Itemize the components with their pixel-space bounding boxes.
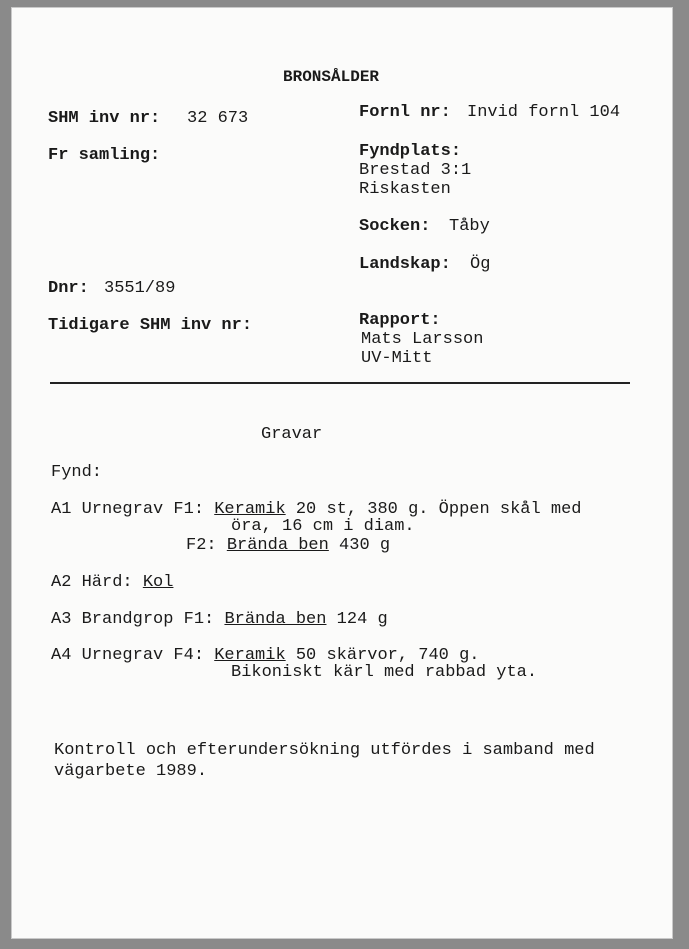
a1-f1-material: Keramik <box>214 500 286 519</box>
fyndplats-line2: Riskasten <box>359 180 451 199</box>
a2-material: Kol <box>142 573 174 592</box>
shm-inv-label: SHM inv nr: <box>48 109 161 128</box>
find-a1-f2 <box>186 536 390 555</box>
a3-rest: 124 g <box>326 610 388 629</box>
find-a3 <box>51 610 388 629</box>
rapport-label: Rapport: <box>359 311 441 330</box>
tidigare-shm-label: Tidigare SHM inv nr: <box>48 316 253 335</box>
fr-samling-label: Fr samling: <box>48 146 161 165</box>
a3-prefix: A3 Brandgrop F1: <box>51 610 215 629</box>
fyndplats-label: Fyndplats: <box>359 142 462 161</box>
fornl-label: Fornl nr: <box>359 103 451 122</box>
rapport-line2: UV-Mitt <box>361 349 433 368</box>
a2-prefix: A2 Härd: <box>51 573 133 592</box>
fynd-label: Fynd: <box>51 463 103 482</box>
section-heading: Gravar <box>261 425 323 444</box>
socken-value: Tåby <box>449 217 490 236</box>
fyndplats-line1: Brestad 3:1 <box>359 161 472 180</box>
a4-rest: 50 skärvor, 740 g. <box>285 646 480 665</box>
note-line1: Kontroll och efterundersökning utfördes i samband med <box>54 741 595 760</box>
landskap-label: Landskap: <box>359 255 451 274</box>
a1-f1-rest: 20 st, 380 g. Öppen skål med <box>285 500 582 519</box>
landskap-value: Ög <box>470 255 491 274</box>
find-a2 <box>51 573 173 592</box>
card-title: BRONSÅLDER <box>283 68 380 86</box>
a1-f1-cont: öra, 16 cm i diam. <box>231 517 415 536</box>
shm-inv-value: 32 673 <box>187 109 249 128</box>
dnr-label: Dnr: <box>48 279 89 298</box>
dnr-value: 3551/89 <box>104 279 176 298</box>
a4-prefix: A4 Urnegrav F4: <box>51 646 205 665</box>
a4-cont: Bikoniskt kärl med rabbad yta. <box>231 663 538 682</box>
a4-material: Keramik <box>214 646 286 665</box>
a1-f2-material: Brända ben <box>226 536 329 555</box>
divider-line <box>50 382 630 384</box>
fornl-value: Invid fornl 104 <box>467 103 621 122</box>
a1-f2-rest: 430 g <box>328 536 391 555</box>
rapport-line1: Mats Larsson <box>361 330 484 349</box>
a3-material: Brända ben <box>224 610 327 629</box>
a1-f2-prefix: F2: <box>186 536 217 555</box>
a1-prefix: A1 Urnegrav F1: <box>51 500 205 519</box>
socken-label: Socken: <box>359 217 431 236</box>
note-line2: vägarbete 1989. <box>54 762 208 781</box>
